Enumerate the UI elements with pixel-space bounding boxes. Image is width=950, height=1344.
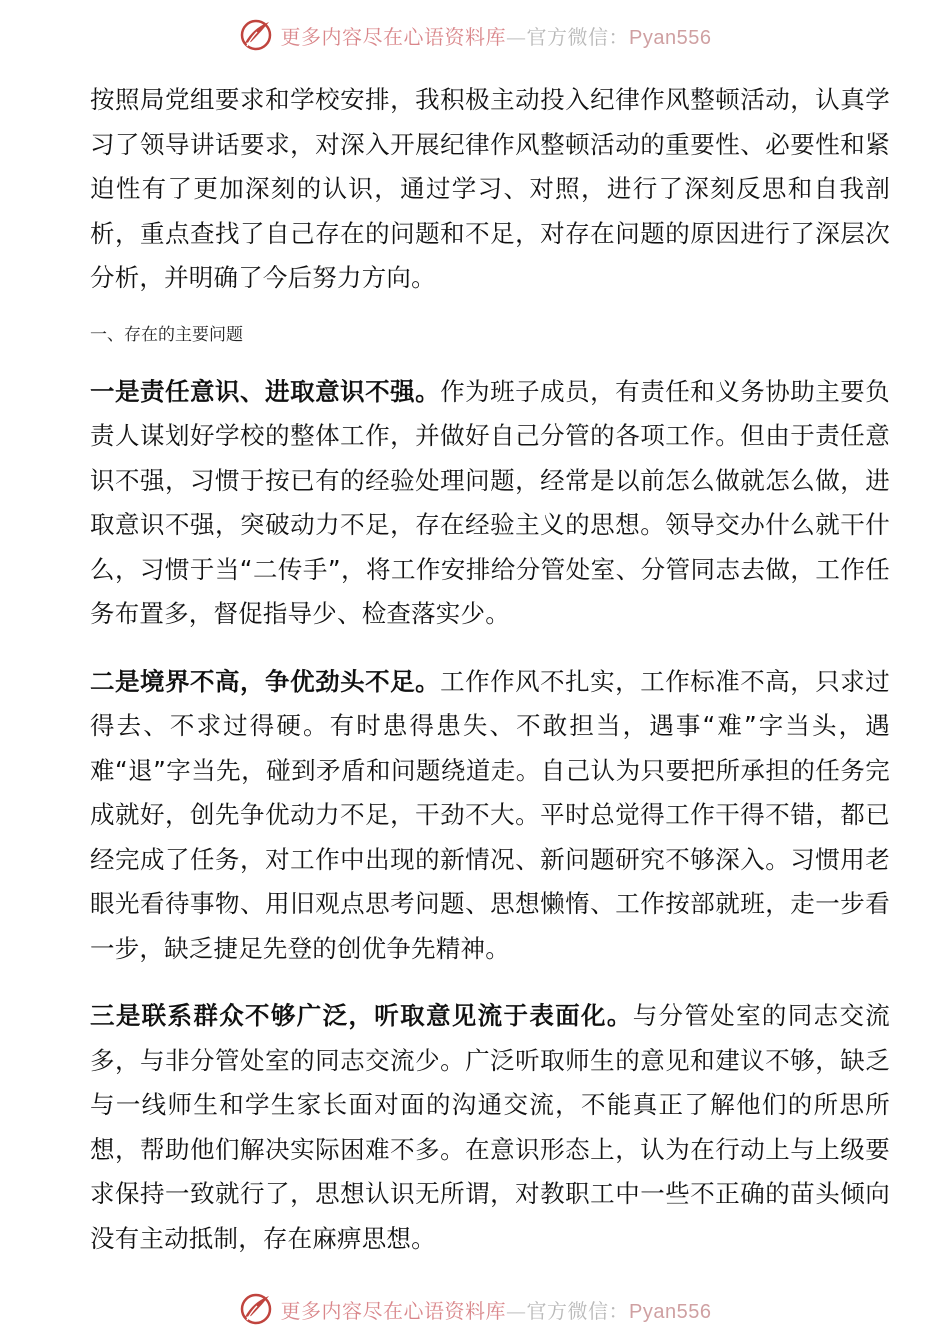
- problem-title-1: 一是责任意识、进取意识不强。: [90, 376, 441, 406]
- pen-logo-icon: [239, 18, 273, 52]
- watermark-label: 官方微信：: [526, 1298, 630, 1323]
- problem-title-2: 二是境界不高，争优劲头不足。: [90, 666, 441, 696]
- problem-body-3: 与分管处室的同志交流多，与非分管处室的同志交流少。广泛听取师生的意见和建议不够，缺乏与一线师生和学生家长面对面的沟通交流，不能真正了解他们的所思所想，帮助他们解决实际困难不多。在意识形态上，认为在行动上与上级要求保持一致就行了，思想认识无所谓，对教职工中一些不正确的苗头倾向没有主动抵制，存在麻痹思想。: [90, 1001, 891, 1253]
- watermark-slogan: 更多内容尽在心语资料库: [280, 24, 507, 49]
- problem-body-1: 作为班子成员，有责任和义务协助主要负责人谋划好学校的整体工作，并做好自己分管的各项工作。但由于责任意识不强，习惯于按已有的经验处理问题，经常是以前怎么做就怎么做，进取意识不强，突破动力不足，存在经验主义的思想。领导交办什么就干什么，习惯于当“二传手”，将工作安排给分管处室、分管同志去做，工作任务布置多，督促指导少、检查落实少。: [90, 376, 890, 628]
- document-body: [90, 78, 890, 1261]
- watermark-wechat-id: Pyan556: [629, 26, 712, 49]
- section-heading: 一、存在的主要问题: [90, 324, 243, 345]
- header-watermark: [0, 15, 950, 55]
- problem-paragraph-2: [90, 660, 890, 972]
- problem-paragraph-3: [90, 994, 890, 1261]
- problem-paragraph-1: [90, 370, 890, 637]
- watermark-slogan: 更多内容尽在心语资料库: [280, 1298, 507, 1323]
- intro-paragraph: 按照局党组要求和学校安排，我积极主动投入纪律作风整顿活动，认真学习了领导讲话要求，对深入开展纪律作风整顿活动的重要性、必要性和紧迫性有了更加深刻的认识，通过学习、对照，进行了深刻反思和自我剖析，重点查找了自己存在的问题和不足，对存在问题的原因进行了深层次分析，并明确了今后努力方向。: [90, 85, 890, 292]
- watermark-text: [281, 1295, 712, 1324]
- watermark-wechat-id: Pyan556: [629, 1300, 712, 1323]
- watermark-separator: —: [506, 24, 527, 49]
- watermark-separator: —: [506, 1298, 527, 1323]
- watermark-text: [281, 21, 712, 50]
- problem-body-2: 工作作风不扎实，工作标准不高，只求过得去、不求过得硬。有时患得患失、不敢担当，遇事“难”字当头，遇难“退”字当先，碰到矛盾和问题绕道走。自己认为只要把所承担的任务完成就好，创先争优动力不足，干劲不大。平时总觉得工作干得不错，都已经完成了任务，对工作中出现的新情况、新问题研究不够深入。习惯用老眼光看待事物、用旧观点思考问题、思想懒惰、工作按部就班，走一步看一步，缺乏捷足先登的创优争先精神。: [90, 666, 890, 963]
- watermark-label: 官方微信：: [526, 24, 630, 49]
- footer-watermark: [0, 1289, 950, 1329]
- pen-logo-icon: [239, 1292, 273, 1326]
- problem-title-3: 三是联系群众不够广泛，听取意见流于表面化。: [90, 1001, 633, 1030]
